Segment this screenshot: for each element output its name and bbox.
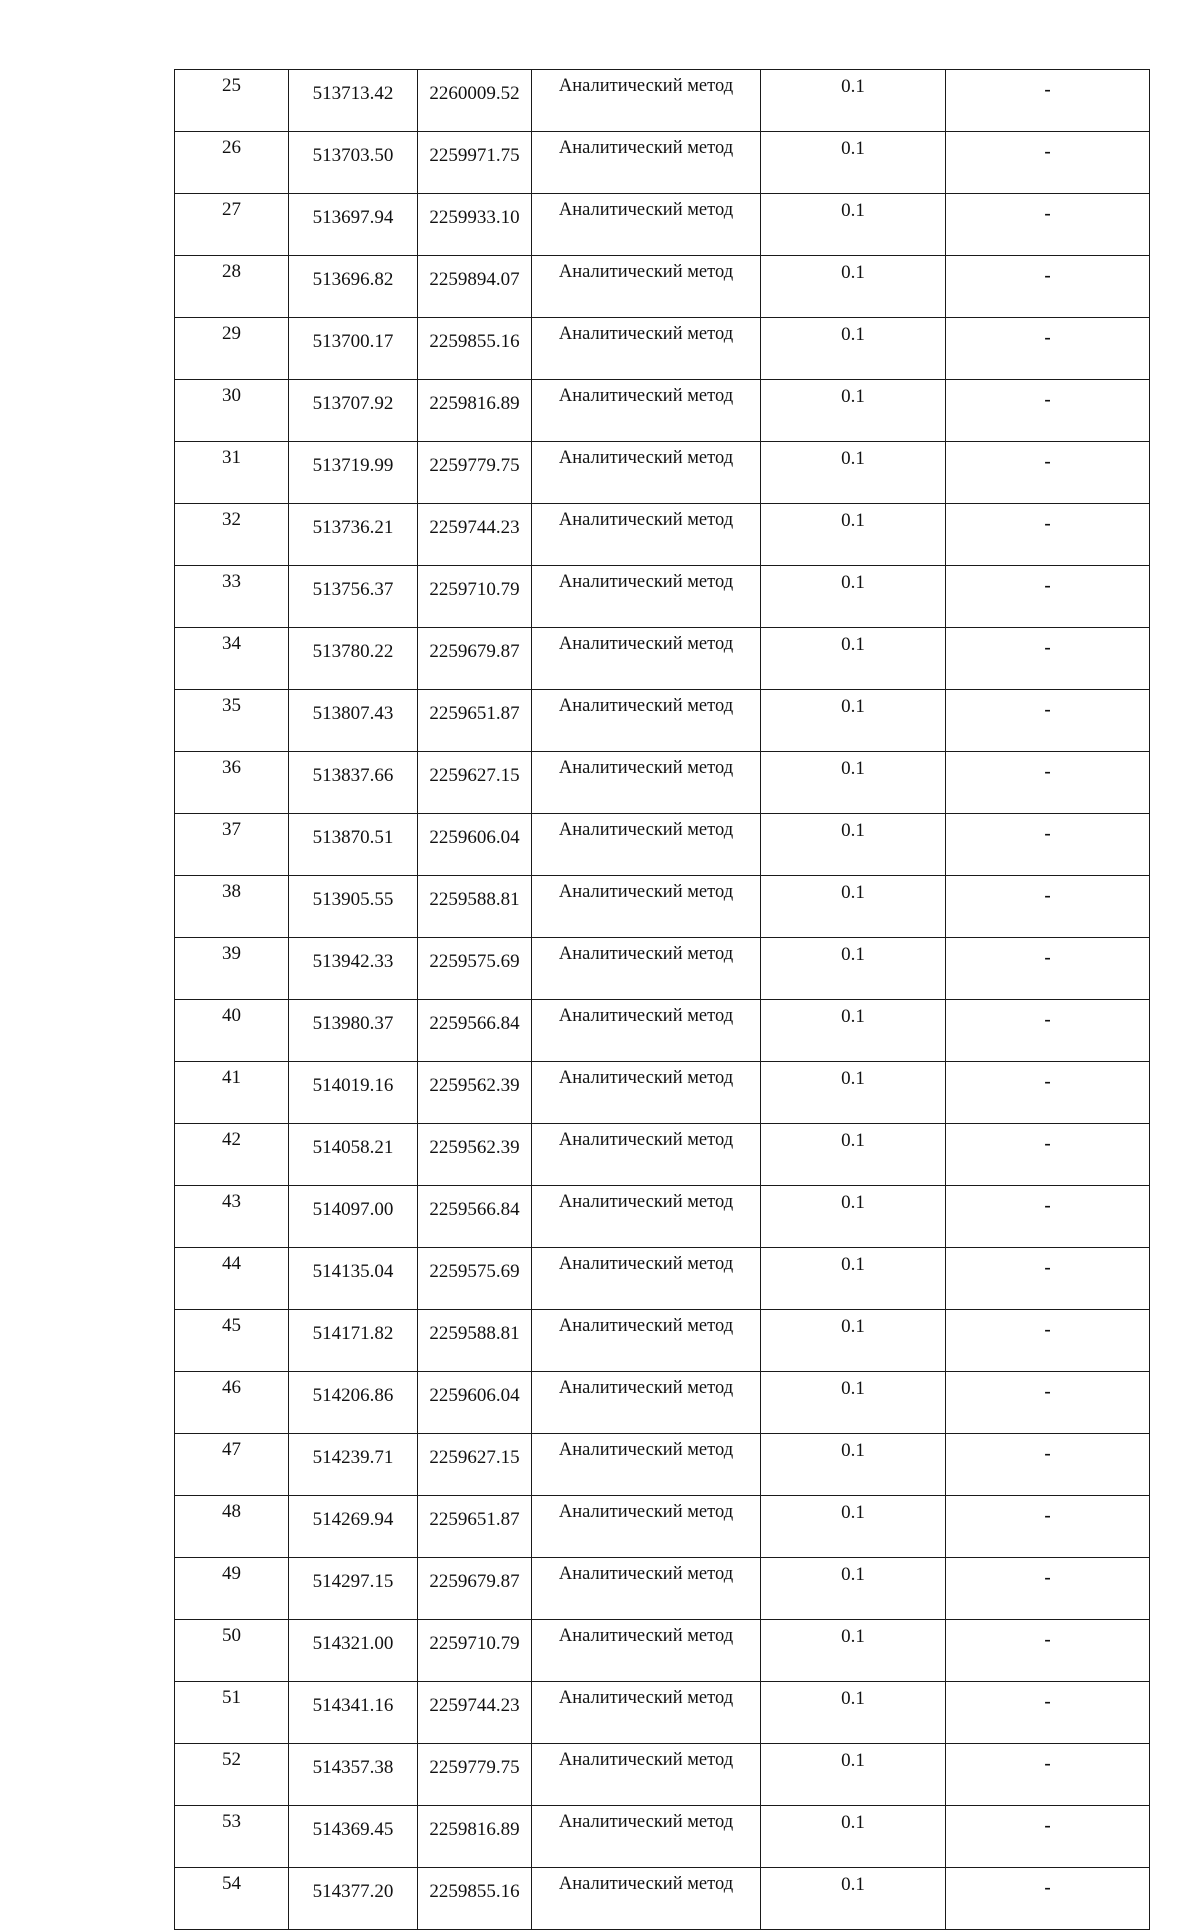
note-cell: - [946,628,1150,690]
point-number-cell: 43 [175,1186,289,1248]
y-coordinate-cell: 2260009.52 [418,70,532,132]
method-cell: Аналитический метод [532,1310,761,1372]
x-coordinate-cell: 514269.94 [289,1496,418,1558]
accuracy-cell: 0.1 [761,1620,946,1682]
accuracy-cell: 0.1 [761,1000,946,1062]
x-coordinate-cell: 513837.66 [289,752,418,814]
x-coordinate-cell: 514135.04 [289,1248,418,1310]
y-coordinate-cell: 2259779.75 [418,442,532,504]
point-number-cell: 31 [175,442,289,504]
table-row [175,1806,1150,1868]
x-coordinate-cell: 514321.00 [289,1620,418,1682]
point-number-cell: 44 [175,1248,289,1310]
method-cell: Аналитический метод [532,1062,761,1124]
method-cell: Аналитический метод [532,70,761,132]
table-row [175,814,1150,876]
method-cell: Аналитический метод [532,752,761,814]
accuracy-cell: 0.1 [761,442,946,504]
note-cell: - [946,1558,1150,1620]
method-cell: Аналитический метод [532,1744,761,1806]
note-cell: - [946,318,1150,380]
x-coordinate-cell: 513700.17 [289,318,418,380]
y-coordinate-cell: 2259710.79 [418,1620,532,1682]
x-coordinate-cell: 514206.86 [289,1372,418,1434]
table-row [175,690,1150,752]
accuracy-cell: 0.1 [761,256,946,318]
x-coordinate-cell: 513980.37 [289,1000,418,1062]
point-number-cell: 30 [175,380,289,442]
accuracy-cell: 0.1 [761,690,946,752]
x-coordinate-cell: 513697.94 [289,194,418,256]
x-coordinate-cell: 513696.82 [289,256,418,318]
x-coordinate-cell: 513756.37 [289,566,418,628]
method-cell: Аналитический метод [532,628,761,690]
method-cell: Аналитический метод [532,1620,761,1682]
y-coordinate-cell: 2259606.04 [418,1372,532,1434]
y-coordinate-cell: 2259816.89 [418,380,532,442]
note-cell: - [946,256,1150,318]
coordinates-table-body [175,70,1150,1930]
x-coordinate-cell: 514239.71 [289,1434,418,1496]
x-coordinate-cell: 514341.16 [289,1682,418,1744]
table-row [175,1186,1150,1248]
x-coordinate-cell: 513780.22 [289,628,418,690]
point-number-cell: 48 [175,1496,289,1558]
note-cell: - [946,1434,1150,1496]
table-row [175,194,1150,256]
y-coordinate-cell: 2259710.79 [418,566,532,628]
method-cell: Аналитический метод [532,1496,761,1558]
x-coordinate-cell: 513905.55 [289,876,418,938]
note-cell: - [946,1620,1150,1682]
note-cell: - [946,1310,1150,1372]
x-coordinate-cell: 513870.51 [289,814,418,876]
accuracy-cell: 0.1 [761,70,946,132]
method-cell: Аналитический метод [532,938,761,1000]
x-coordinate-cell: 513807.43 [289,690,418,752]
y-coordinate-cell: 2259744.23 [418,1682,532,1744]
table-row [175,876,1150,938]
point-number-cell: 54 [175,1868,289,1930]
x-coordinate-cell: 513736.21 [289,504,418,566]
y-coordinate-cell: 2259855.16 [418,318,532,380]
x-coordinate-cell: 514171.82 [289,1310,418,1372]
point-number-cell: 29 [175,318,289,380]
note-cell: - [946,504,1150,566]
note-cell: - [946,70,1150,132]
point-number-cell: 25 [175,70,289,132]
point-number-cell: 26 [175,132,289,194]
point-number-cell: 34 [175,628,289,690]
note-cell: - [946,1372,1150,1434]
point-number-cell: 47 [175,1434,289,1496]
coordinates-table [174,69,1150,1930]
table-row [175,1496,1150,1558]
note-cell: - [946,1806,1150,1868]
accuracy-cell: 0.1 [761,380,946,442]
x-coordinate-cell: 513719.99 [289,442,418,504]
method-cell: Аналитический метод [532,1868,761,1930]
method-cell: Аналитический метод [532,504,761,566]
accuracy-cell: 0.1 [761,1806,946,1868]
table-row [175,628,1150,690]
table-row [175,132,1150,194]
table-row [175,1682,1150,1744]
table-row [175,752,1150,814]
table-row [175,1310,1150,1372]
accuracy-cell: 0.1 [761,504,946,566]
method-cell: Аналитический метод [532,1124,761,1186]
method-cell: Аналитический метод [532,1248,761,1310]
method-cell: Аналитический метод [532,814,761,876]
note-cell: - [946,690,1150,752]
x-coordinate-cell: 514369.45 [289,1806,418,1868]
note-cell: - [946,566,1150,628]
accuracy-cell: 0.1 [761,194,946,256]
accuracy-cell: 0.1 [761,814,946,876]
table-row [175,1434,1150,1496]
table-row [175,380,1150,442]
method-cell: Аналитический метод [532,380,761,442]
note-cell: - [946,1186,1150,1248]
accuracy-cell: 0.1 [761,752,946,814]
x-coordinate-cell: 513942.33 [289,938,418,1000]
table-row [175,1868,1150,1930]
table-row [175,1744,1150,1806]
y-coordinate-cell: 2259575.69 [418,1248,532,1310]
y-coordinate-cell: 2259894.07 [418,256,532,318]
point-number-cell: 27 [175,194,289,256]
y-coordinate-cell: 2259744.23 [418,504,532,566]
x-coordinate-cell: 514058.21 [289,1124,418,1186]
accuracy-cell: 0.1 [761,876,946,938]
point-number-cell: 46 [175,1372,289,1434]
point-number-cell: 50 [175,1620,289,1682]
point-number-cell: 42 [175,1124,289,1186]
method-cell: Аналитический метод [532,1682,761,1744]
x-coordinate-cell: 514097.00 [289,1186,418,1248]
point-number-cell: 32 [175,504,289,566]
y-coordinate-cell: 2259588.81 [418,1310,532,1372]
point-number-cell: 53 [175,1806,289,1868]
accuracy-cell: 0.1 [761,1062,946,1124]
method-cell: Аналитический метод [532,1186,761,1248]
note-cell: - [946,1744,1150,1806]
note-cell: - [946,442,1150,504]
table-row [175,1620,1150,1682]
point-number-cell: 51 [175,1682,289,1744]
method-cell: Аналитический метод [532,1434,761,1496]
accuracy-cell: 0.1 [761,1434,946,1496]
y-coordinate-cell: 2259588.81 [418,876,532,938]
y-coordinate-cell: 2259575.69 [418,938,532,1000]
x-coordinate-cell: 513713.42 [289,70,418,132]
accuracy-cell: 0.1 [761,1310,946,1372]
point-number-cell: 37 [175,814,289,876]
y-coordinate-cell: 2259606.04 [418,814,532,876]
accuracy-cell: 0.1 [761,1682,946,1744]
y-coordinate-cell: 2259679.87 [418,628,532,690]
point-number-cell: 39 [175,938,289,1000]
y-coordinate-cell: 2259566.84 [418,1000,532,1062]
point-number-cell: 35 [175,690,289,752]
point-number-cell: 40 [175,1000,289,1062]
method-cell: Аналитический метод [532,256,761,318]
x-coordinate-cell: 514297.15 [289,1558,418,1620]
point-number-cell: 33 [175,566,289,628]
y-coordinate-cell: 2259933.10 [418,194,532,256]
method-cell: Аналитический метод [532,132,761,194]
accuracy-cell: 0.1 [761,1372,946,1434]
accuracy-cell: 0.1 [761,132,946,194]
table-row [175,256,1150,318]
point-number-cell: 52 [175,1744,289,1806]
accuracy-cell: 0.1 [761,1124,946,1186]
y-coordinate-cell: 2259679.87 [418,1558,532,1620]
table-row [175,1062,1150,1124]
note-cell: - [946,1000,1150,1062]
note-cell: - [946,814,1150,876]
note-cell: - [946,132,1150,194]
accuracy-cell: 0.1 [761,318,946,380]
y-coordinate-cell: 2259651.87 [418,1496,532,1558]
method-cell: Аналитический метод [532,1000,761,1062]
y-coordinate-cell: 2259651.87 [418,690,532,752]
point-number-cell: 49 [175,1558,289,1620]
note-cell: - [946,194,1150,256]
y-coordinate-cell: 2259855.16 [418,1868,532,1930]
note-cell: - [946,876,1150,938]
y-coordinate-cell: 2259779.75 [418,1744,532,1806]
note-cell: - [946,1682,1150,1744]
method-cell: Аналитический метод [532,566,761,628]
note-cell: - [946,1496,1150,1558]
accuracy-cell: 0.1 [761,1744,946,1806]
note-cell: - [946,938,1150,1000]
point-number-cell: 41 [175,1062,289,1124]
method-cell: Аналитический метод [532,1558,761,1620]
table-row [175,70,1150,132]
table-row [175,442,1150,504]
accuracy-cell: 0.1 [761,938,946,1000]
accuracy-cell: 0.1 [761,1558,946,1620]
table-row [175,1000,1150,1062]
note-cell: - [946,1124,1150,1186]
accuracy-cell: 0.1 [761,1496,946,1558]
method-cell: Аналитический метод [532,876,761,938]
accuracy-cell: 0.1 [761,1868,946,1930]
point-number-cell: 45 [175,1310,289,1372]
note-cell: - [946,1868,1150,1930]
y-coordinate-cell: 2259562.39 [418,1062,532,1124]
note-cell: - [946,752,1150,814]
accuracy-cell: 0.1 [761,1248,946,1310]
table-row [175,504,1150,566]
method-cell: Аналитический метод [532,194,761,256]
method-cell: Аналитический метод [532,442,761,504]
y-coordinate-cell: 2259971.75 [418,132,532,194]
x-coordinate-cell: 513707.92 [289,380,418,442]
table-row [175,1558,1150,1620]
table-row [175,1124,1150,1186]
y-coordinate-cell: 2259816.89 [418,1806,532,1868]
note-cell: - [946,380,1150,442]
note-cell: - [946,1248,1150,1310]
table-row [175,1248,1150,1310]
table-row [175,1372,1150,1434]
table-row [175,938,1150,1000]
x-coordinate-cell: 514357.38 [289,1744,418,1806]
method-cell: Аналитический метод [532,318,761,380]
point-number-cell: 38 [175,876,289,938]
table-row [175,318,1150,380]
note-cell: - [946,1062,1150,1124]
y-coordinate-cell: 2259627.15 [418,1434,532,1496]
x-coordinate-cell: 514377.20 [289,1868,418,1930]
x-coordinate-cell: 513703.50 [289,132,418,194]
method-cell: Аналитический метод [532,690,761,752]
accuracy-cell: 0.1 [761,628,946,690]
accuracy-cell: 0.1 [761,1186,946,1248]
table-row [175,566,1150,628]
y-coordinate-cell: 2259566.84 [418,1186,532,1248]
point-number-cell: 28 [175,256,289,318]
method-cell: Аналитический метод [532,1806,761,1868]
x-coordinate-cell: 514019.16 [289,1062,418,1124]
method-cell: Аналитический метод [532,1372,761,1434]
point-number-cell: 36 [175,752,289,814]
y-coordinate-cell: 2259627.15 [418,752,532,814]
y-coordinate-cell: 2259562.39 [418,1124,532,1186]
accuracy-cell: 0.1 [761,566,946,628]
